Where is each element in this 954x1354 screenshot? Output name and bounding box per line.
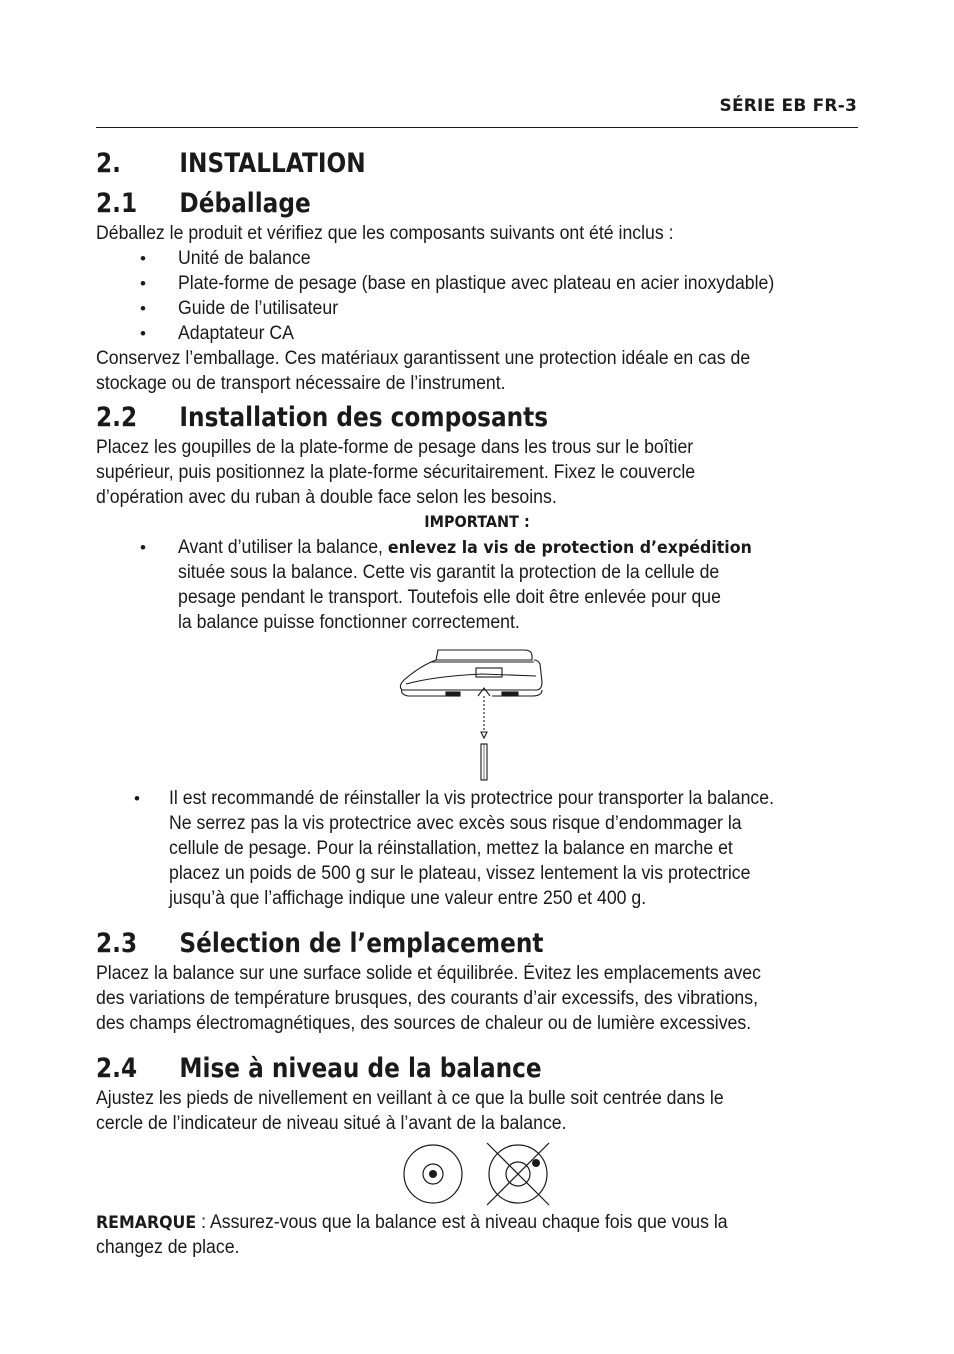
component-list: [96, 246, 819, 346]
section-number: 2.: [96, 148, 121, 179]
install-body-line: d’opération avec du ruban à double face selon les besoins.: [96, 487, 557, 508]
running-header: SÉRIE EB FR-3: [719, 96, 857, 116]
section-2-1-heading: [96, 188, 311, 220]
section-number: 2.2: [96, 402, 138, 433]
section-title: Mise à niveau de la balance: [179, 1053, 542, 1084]
section-title: Installation des composants: [179, 402, 549, 433]
header-rule: [96, 127, 858, 128]
unpack-outro-line: stockage ou de transport nécessaire de l’instrument.: [96, 373, 506, 394]
section-number: 2.1: [96, 188, 138, 219]
section-title: INSTALLATION: [179, 148, 366, 179]
location-body-line: des champs électromagnétiques, des sources de chaleur ou de lumière excessives.: [96, 1013, 752, 1034]
section-number: 2.4: [96, 1053, 138, 1084]
section-2-3-heading: [96, 928, 544, 960]
list-item: • Guide de l’utilisateur: [140, 298, 339, 319]
bullet-icon: •: [140, 299, 146, 318]
location-body-line: des variations de température brusques, des courants d’air excessifs, des vibrations,: [96, 988, 758, 1009]
bullet-icon: •: [140, 324, 146, 343]
important-bullet-first-line: Avant d’utiliser la balance, enlevez la vis de protection d’expédition: [178, 537, 752, 558]
list-item: • Adaptateur CA: [140, 323, 294, 344]
emphasis-text: enlevez la vis de protection d’expédition: [387, 538, 752, 558]
note-second-line: changez de place.: [96, 1237, 240, 1258]
section-2-4-heading: [96, 1053, 542, 1085]
reinstall-bullet-line: placez un poids de 500 g sur le plateau, vissez lentement la vis protectrice: [169, 863, 751, 884]
section-title: Sélection de l’emplacement: [179, 928, 544, 959]
section-2-2-heading: [96, 402, 548, 434]
install-body-line: supérieur, puis positionnez la plate-forme sécuritairement. Fixez le couvercle: [96, 462, 696, 483]
location-body-line: Placez la balance sur une surface solide et équilibrée. Évitez les emplacements avec: [96, 963, 761, 984]
list-item: • Unité de balance: [140, 248, 311, 269]
reinstall-bullet-line: cellule de pesage. Pour la réinstallation, mettez la balance en marche et: [169, 838, 733, 859]
install-body-line: Placez les goupilles de la plate-forme de pesage dans les trous sur le boîtier: [96, 437, 694, 458]
important-bullet-line: située sous la balance. Cette vis garantit la protection de la cellule de: [178, 562, 720, 583]
important-label: IMPORTANT :: [424, 512, 530, 531]
bullet-icon: •: [140, 249, 146, 268]
section-2-heading: [96, 148, 366, 180]
important-bullet-line: la balance puisse fonctionner correctement.: [178, 612, 520, 633]
level-body-line: cercle de l’indicateur de niveau situé à l’avant de la balance.: [96, 1113, 567, 1134]
section-title: Déballage: [179, 188, 311, 219]
note-first-line: REMARQUE : Assurez-vous que la balance est à niveau chaque fois que vous la: [96, 1212, 728, 1233]
list-item: • Plate-forme de pesage (base en plastique avec plateau en acier inoxydable): [140, 273, 775, 294]
bullet-icon: •: [140, 274, 146, 293]
reinstall-bullet-line: jusqu’à que l’affichage indique une valeur entre 250 et 400 g.: [169, 888, 647, 909]
section-number: 2.3: [96, 928, 138, 959]
level-body-line: Ajustez les pieds de nivellement en veillant à ce que la bulle soit centrée dans le: [96, 1088, 724, 1109]
bullet-icon: •: [134, 789, 140, 808]
reinstall-bullet-line: Il est recommandé de réinstaller la vis protectrice pour transporter la balance.: [169, 788, 774, 809]
note-label: REMARQUE: [96, 1213, 197, 1233]
unpack-intro: Déballez le produit et vérifiez que les composants suivants ont été inclus :: [96, 223, 674, 244]
unpack-outro-line: Conservez l’emballage. Ces matériaux garantissent une protection idéale en cas de: [96, 348, 751, 369]
level-bubble-off-center-crossed-icon: [485, 1141, 551, 1207]
scale-with-screw-illustration: [396, 646, 546, 782]
level-bubble-centered-icon: [402, 1143, 464, 1205]
important-bullet-line: pesage pendant le transport. Toutefois elle doit être enlevée pour que: [178, 587, 721, 608]
reinstall-bullet-line: Ne serrez pas la vis protectrice avec excès sous risque d’endommager la: [169, 813, 742, 834]
bullet-icon: •: [140, 538, 146, 557]
